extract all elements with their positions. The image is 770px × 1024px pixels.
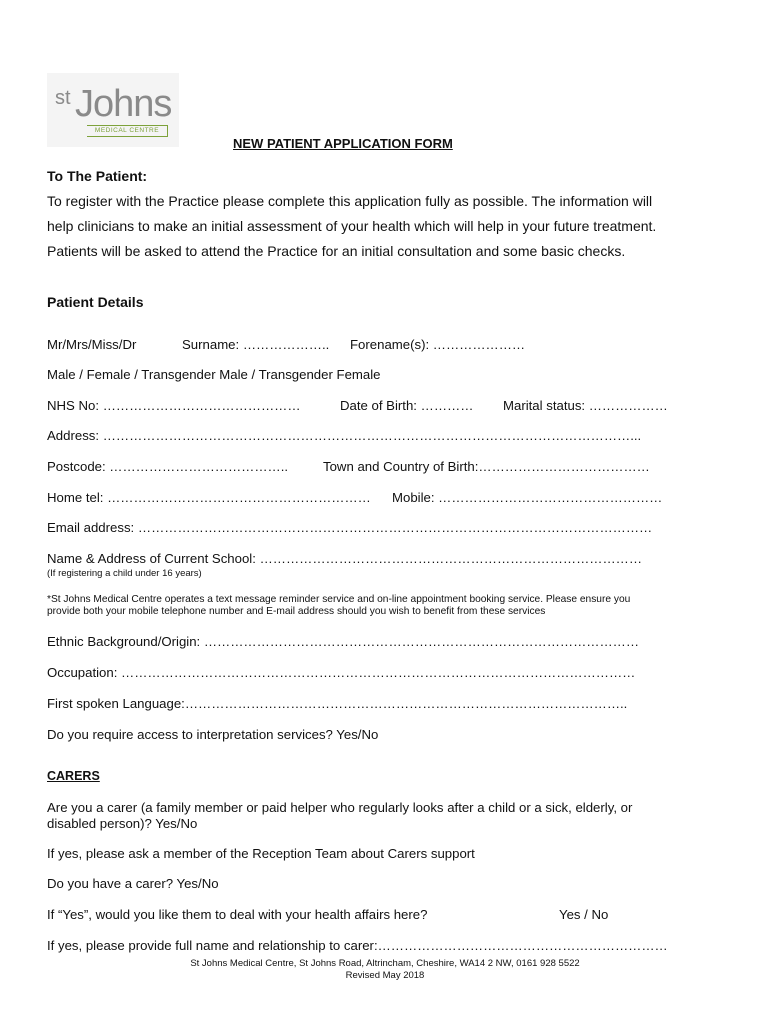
carer-affairs-answer[interactable]: Yes / No (559, 907, 609, 922)
language-field[interactable]: First spoken Language:……………………………………………………………………………………….. (47, 696, 628, 711)
logo-st: st (55, 87, 71, 109)
postcode-field[interactable]: Postcode: ………………………………….. (47, 459, 289, 474)
carers-heading: CARERS (47, 769, 100, 783)
practice-logo (47, 73, 179, 147)
forename-field[interactable]: Forename(s): ………………… (350, 337, 526, 352)
school-note: (If registering a child under 16 years) (47, 568, 202, 579)
title-field[interactable]: Mr/Mrs/Miss/Dr (47, 337, 137, 352)
intro-line-1: To register with the Practice please complete this application fully as possible. The information will (47, 193, 653, 209)
intro-line-3: Patients will be asked to attend the Practice for an initial consultation and some basic checks. (47, 243, 626, 259)
intro-line-2: help clinicians to make an initial assessment of your health which will help in your future treatment. (47, 218, 657, 234)
mobile-field[interactable]: Mobile: …………………………………………… (392, 490, 663, 505)
sms-note-line-1: *St Johns Medical Centre operates a text message reminder service and on-line appointment booking service. Please ensure you (47, 594, 631, 605)
carer-name-field[interactable]: If yes, please provide full name and relationship to carer:………………………………………………………… (47, 938, 668, 953)
email-field[interactable]: Email address: ……………………………………………………………………………………………………… (47, 520, 653, 535)
home-tel-field[interactable]: Home tel: …………………………………………………… (47, 490, 371, 505)
form-title: NEW PATIENT APPLICATION FORM (233, 136, 453, 151)
address-field[interactable]: Address: …………………………………………………………………………………………………………... (47, 428, 642, 443)
logo-johns: Johns (75, 83, 172, 125)
carer-followup: If yes, please ask a member of the Reception Team about Carers support (47, 846, 475, 861)
carer-question-line-2[interactable]: disabled person)? Yes/No (47, 816, 198, 831)
surname-field[interactable]: Surname: ……………….. (182, 337, 330, 352)
carer-question-line-1: Are you a carer (a family member or paid helper who regularly looks after a child or a sick, elderly, or (47, 800, 633, 815)
gender-options[interactable]: Male / Female / Transgender Male / Transgender Female (47, 367, 381, 382)
logo-subtitle: MEDICAL CENTRE (87, 125, 168, 137)
intro-heading: To The Patient: (47, 168, 148, 184)
have-carer-question[interactable]: Do you have a carer? Yes/No (47, 876, 219, 891)
ethnic-field[interactable]: Ethnic Background/Origin: ……………………………………………………………………………………… (47, 634, 640, 649)
sms-note-line-2: provide both your mobile telephone number and E-mail address should you wish to benefit from these services (47, 606, 546, 617)
nhs-number-field[interactable]: NHS No: ……………………………………… (47, 398, 301, 413)
dob-field[interactable]: Date of Birth: ………… (340, 398, 474, 413)
footer-address: St Johns Medical Centre, St Johns Road, Altrincham, Cheshire, WA14 2 NW, 0161 928 5522 (190, 958, 580, 969)
birthplace-field[interactable]: Town and Country of Birth:………………………………… (323, 459, 650, 474)
patient-details-heading: Patient Details (47, 294, 144, 310)
carer-affairs-question: If “Yes”, would you like them to deal with your health affairs here? (47, 907, 428, 922)
footer-revised: Revised May 2018 (345, 970, 425, 981)
marital-status-field[interactable]: Marital status: ……………… (503, 398, 668, 413)
occupation-field[interactable]: Occupation: ……………………………………………………………………………………………………… (47, 665, 636, 680)
school-field[interactable]: Name & Address of Current School: …………………………………………………………………………… (47, 551, 643, 566)
interpretation-question[interactable]: Do you require access to interpretation services? Yes/No (47, 727, 379, 742)
